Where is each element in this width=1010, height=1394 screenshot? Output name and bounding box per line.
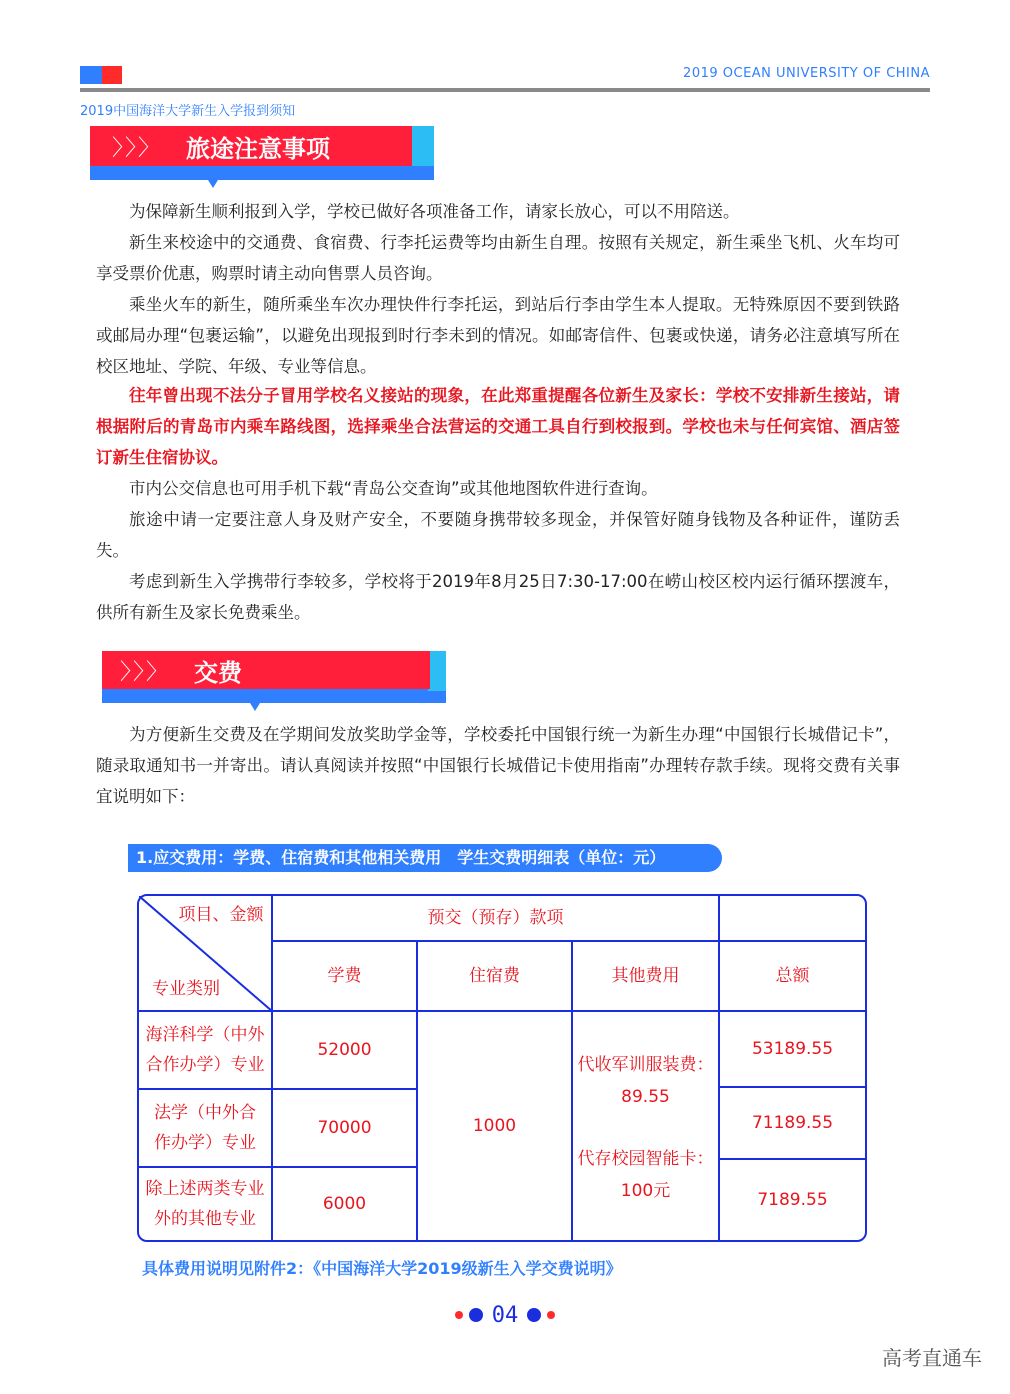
column-header-other: 其他费用 — [611, 966, 680, 986]
campus-card-value: 100元 — [620, 1181, 671, 1201]
header-divider — [80, 88, 930, 92]
row-major: 海洋科学（中外合作办学）专业 — [145, 1025, 265, 1075]
corner-header-items: 项目、金额 — [178, 905, 264, 925]
section-title: 旅途注意事项 — [186, 134, 331, 163]
banner-red-block — [90, 126, 412, 166]
watermark: 高考直通车 — [882, 1346, 982, 1370]
fee-table-heading: 1.应交费用：学费、住宿费和其他相关费用 学生交费明细表（单位：元） — [128, 844, 722, 872]
dot-icon — [455, 1311, 463, 1319]
uniform-fee-value: 89.55 — [621, 1087, 670, 1107]
section-banner-travel — [90, 126, 434, 182]
banner-red-block — [102, 651, 430, 689]
row-major: 除上述两类专业外的其他专业 — [145, 1179, 265, 1229]
banner-cyan-tab — [410, 126, 434, 166]
column-header-tuition: 学费 — [327, 966, 362, 986]
header-document-title: 2019中国海洋大学新生入学报到须知 — [80, 104, 296, 119]
section-title: 交费 — [194, 658, 243, 687]
row-tuition: 52000 — [317, 1040, 372, 1060]
row-total: 71189.55 — [751, 1113, 834, 1133]
header-logo-square-blue — [80, 66, 102, 84]
corner-header-majors: 专业类别 — [152, 979, 220, 999]
header-logo-square-red — [102, 66, 122, 84]
row-major: 法学（中外合作办学）专业 — [154, 1103, 256, 1153]
row-total: 53189.55 — [751, 1039, 834, 1059]
page-indicator — [0, 1300, 1010, 1330]
chevron-right-icon: 〉〉〉 — [120, 659, 171, 685]
column-header-housing: 住宿费 — [469, 966, 520, 986]
warning-paragraph: 往年曾出现不法分子冒用学校名义接站的现象，在此郑重提醒各位新生及家长：学校不安排新生接站，请根据附后的青岛市内乘车路线图，选择乘坐合法营运的交通工具自行到校报到。学校也未与任何宾馆、酒店签订新生住宿协议。 — [96, 386, 900, 467]
paragraph: 市内公交信息也可用手机下载“青岛公交查询”或其他地图软件进行查询。 — [129, 479, 658, 498]
header-university-name: 2019 OCEAN UNIVERSITY OF CHINA — [683, 66, 930, 81]
fee-table — [137, 894, 867, 1242]
row-tuition: 70000 — [317, 1118, 372, 1138]
group-header-prepaid: 预交（预存）款项 — [427, 908, 564, 928]
page-number: 04 — [491, 1302, 519, 1328]
section-banner-fees — [102, 651, 446, 707]
column-header-total: 总额 — [775, 966, 810, 986]
other-fees-merged — [573, 1012, 718, 1240]
banner-shadow — [102, 689, 446, 703]
banner-pointer-icon — [208, 180, 218, 188]
dot-icon — [527, 1308, 541, 1322]
banner-shadow — [90, 166, 434, 180]
campus-card-label: 代存校园智能卡： — [577, 1149, 714, 1169]
banner-pointer-icon — [250, 703, 260, 711]
chevron-right-icon: 〉〉〉 — [112, 135, 163, 161]
row-tuition: 6000 — [322, 1194, 367, 1214]
row-total: 7189.55 — [757, 1190, 828, 1210]
paragraph: 考虑到新生入学携带行李较多，学校将于2019年8月25日7:30-17:00在崂山校区校内运行循环摆渡车，供所有新生及家长免费乘坐。 — [96, 572, 900, 622]
paragraph: 为保障新生顺利报到入学，学校已做好各项准备工作，请家长放心，可以不用陪送。 — [129, 202, 740, 221]
banner-cyan-tab — [428, 651, 446, 691]
housing-fee-merged: 1000 — [472, 1116, 517, 1136]
dot-icon — [469, 1308, 483, 1322]
paragraph: 旅途中请一定要注意人身及财产安全，不要随身携带较多现金，并保管好随身钱物及各种证件，谨防丢失。 — [96, 510, 900, 560]
uniform-fee-label: 代收军训服装费： — [577, 1055, 714, 1075]
paragraph: 乘坐火车的新生，随所乘坐车次办理快件行李托运，到站后行李由学生本人提取。无特殊原因不要到铁路或邮局办理“包裹运输”，以避免出现报到时行李未到的情况。如邮寄信件、包裹或快递，请务必注意填写所在校区地址、学院、年级、专业等信息。 — [96, 295, 900, 376]
fee-note: 具体费用说明见附件2：《中国海洋大学2019级新生入学交费说明》 — [142, 1259, 622, 1278]
paragraph: 新生来校途中的交通费、食宿费、行李托运费等均由新生自理。按照有关规定，新生乘坐飞机、火车均可享受票价优惠，购票时请主动向售票人员咨询。 — [96, 233, 900, 283]
paragraph: 为方便新生交费及在学期间发放奖助学金等，学校委托中国银行统一为新生办理“中国银行长城借记卡”，随录取通知书一并寄出。请认真阅读并按照“中国银行长城借记卡使用指南”办理转存款手续。现将交费有关事宜说明如下： — [96, 725, 900, 806]
dot-icon — [547, 1311, 555, 1319]
